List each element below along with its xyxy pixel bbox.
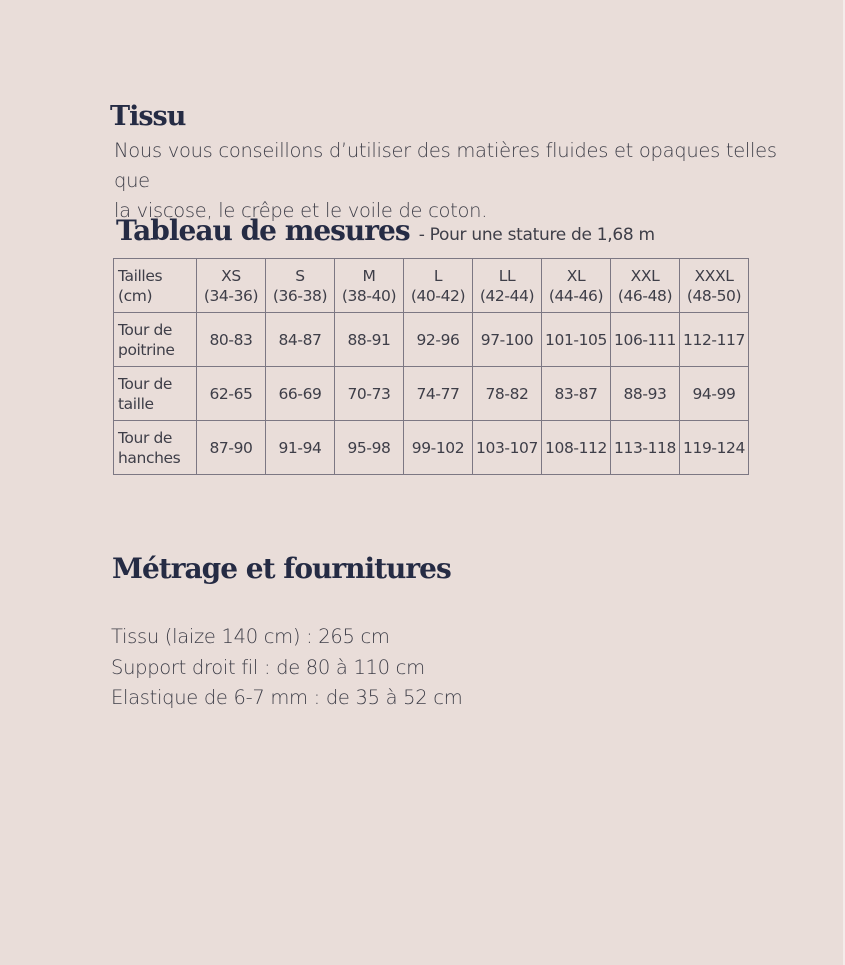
- size-chart-header-label: [114, 259, 197, 313]
- table-row: [114, 421, 749, 475]
- table-cell: 62-65: [197, 367, 266, 421]
- size-column-header: [404, 259, 473, 313]
- size-range: (40-42): [410, 286, 466, 305]
- table-cell: 88-91: [335, 313, 404, 367]
- size-column-header: [611, 259, 680, 313]
- size-column-header: [542, 259, 611, 313]
- table-cell: 101-105: [542, 313, 611, 367]
- table-cell: 84-87: [266, 313, 335, 367]
- size-column-header: [680, 259, 749, 313]
- row-label-line: poitrine: [118, 340, 175, 359]
- size-name: XXXL: [694, 266, 734, 285]
- size-range: (36-38): [272, 286, 328, 305]
- size-chart-table: [113, 258, 749, 475]
- tissu-description-line: Nous vous conseillons d’utiliser des matières fluides et opaques telles que: [114, 139, 777, 192]
- row-label-hips: [114, 421, 197, 475]
- table-cell: 87-90: [197, 421, 266, 475]
- supplies-list: [111, 622, 462, 714]
- list-item: Tissu (laize 140 cm) : 265 cm: [111, 625, 390, 648]
- table-cell: 70-73: [335, 367, 404, 421]
- row-label-line: Tour de: [118, 374, 173, 393]
- size-column-header: [197, 259, 266, 313]
- header-label-line: (cm): [118, 286, 153, 305]
- size-range: (34-36): [203, 286, 259, 305]
- table-cell: 80-83: [197, 313, 266, 367]
- table-cell: 78-82: [473, 367, 542, 421]
- row-label-chest: [114, 313, 197, 367]
- table-cell: 108-112: [542, 421, 611, 475]
- size-name: S: [295, 266, 305, 285]
- table-cell: 106-111: [611, 313, 680, 367]
- size-chart-header-row: [114, 259, 749, 313]
- row-label-line: taille: [118, 394, 154, 413]
- size-name: XXL: [630, 266, 660, 285]
- size-name: L: [433, 266, 443, 285]
- header-label-line: Tailles: [118, 266, 163, 285]
- table-cell: 94-99: [680, 367, 749, 421]
- table-row: [114, 367, 749, 421]
- table-row: [114, 313, 749, 367]
- size-range: (46-48): [617, 286, 673, 305]
- row-label-line: Tour de: [118, 320, 173, 339]
- size-name: XS: [221, 266, 241, 285]
- size-range: (44-46): [548, 286, 604, 305]
- size-range: (38-40): [341, 286, 397, 305]
- table-cell: 91-94: [266, 421, 335, 475]
- size-column-header: [266, 259, 335, 313]
- table-cell: 97-100: [473, 313, 542, 367]
- size-name: LL: [498, 266, 516, 285]
- table-cell: 92-96: [404, 313, 473, 367]
- size-name: XL: [566, 266, 586, 285]
- row-label-line: Tour de: [118, 428, 173, 447]
- table-cell: 83-87: [542, 367, 611, 421]
- row-label-waist: [114, 367, 197, 421]
- size-name: M: [362, 266, 376, 285]
- size-column-header: [335, 259, 404, 313]
- list-item: Elastique de 6-7 mm : de 35 à 52 cm: [111, 686, 463, 709]
- row-label-line: hanches: [118, 448, 181, 467]
- measurements-subtitle: - Pour une stature de 1,68 m: [418, 225, 655, 245]
- list-item: Support droit fil : de 80 à 110 cm: [111, 655, 425, 679]
- tissu-title: Tissu: [110, 101, 186, 132]
- table-cell: 113-118: [611, 421, 680, 475]
- size-column-header: [473, 259, 542, 313]
- size-range: (48-50): [686, 286, 742, 305]
- table-cell: 112-117: [680, 313, 749, 367]
- table-cell: 119-124: [680, 421, 749, 475]
- measurements-title: Tableau de mesures: [116, 214, 410, 247]
- table-cell: 103-107: [473, 421, 542, 475]
- tissu-description-line: la viscose, le crêpe et le voile de coton.: [114, 199, 488, 222]
- table-cell: 88-93: [611, 367, 680, 421]
- table-cell: 95-98: [335, 421, 404, 475]
- size-range: (42-44): [479, 286, 535, 305]
- table-cell: 66-69: [266, 367, 335, 421]
- metrage-title: Métrage et fournitures: [112, 552, 451, 585]
- table-cell: 74-77: [404, 367, 473, 421]
- table-cell: 99-102: [404, 421, 473, 475]
- measurements-heading: [116, 213, 655, 249]
